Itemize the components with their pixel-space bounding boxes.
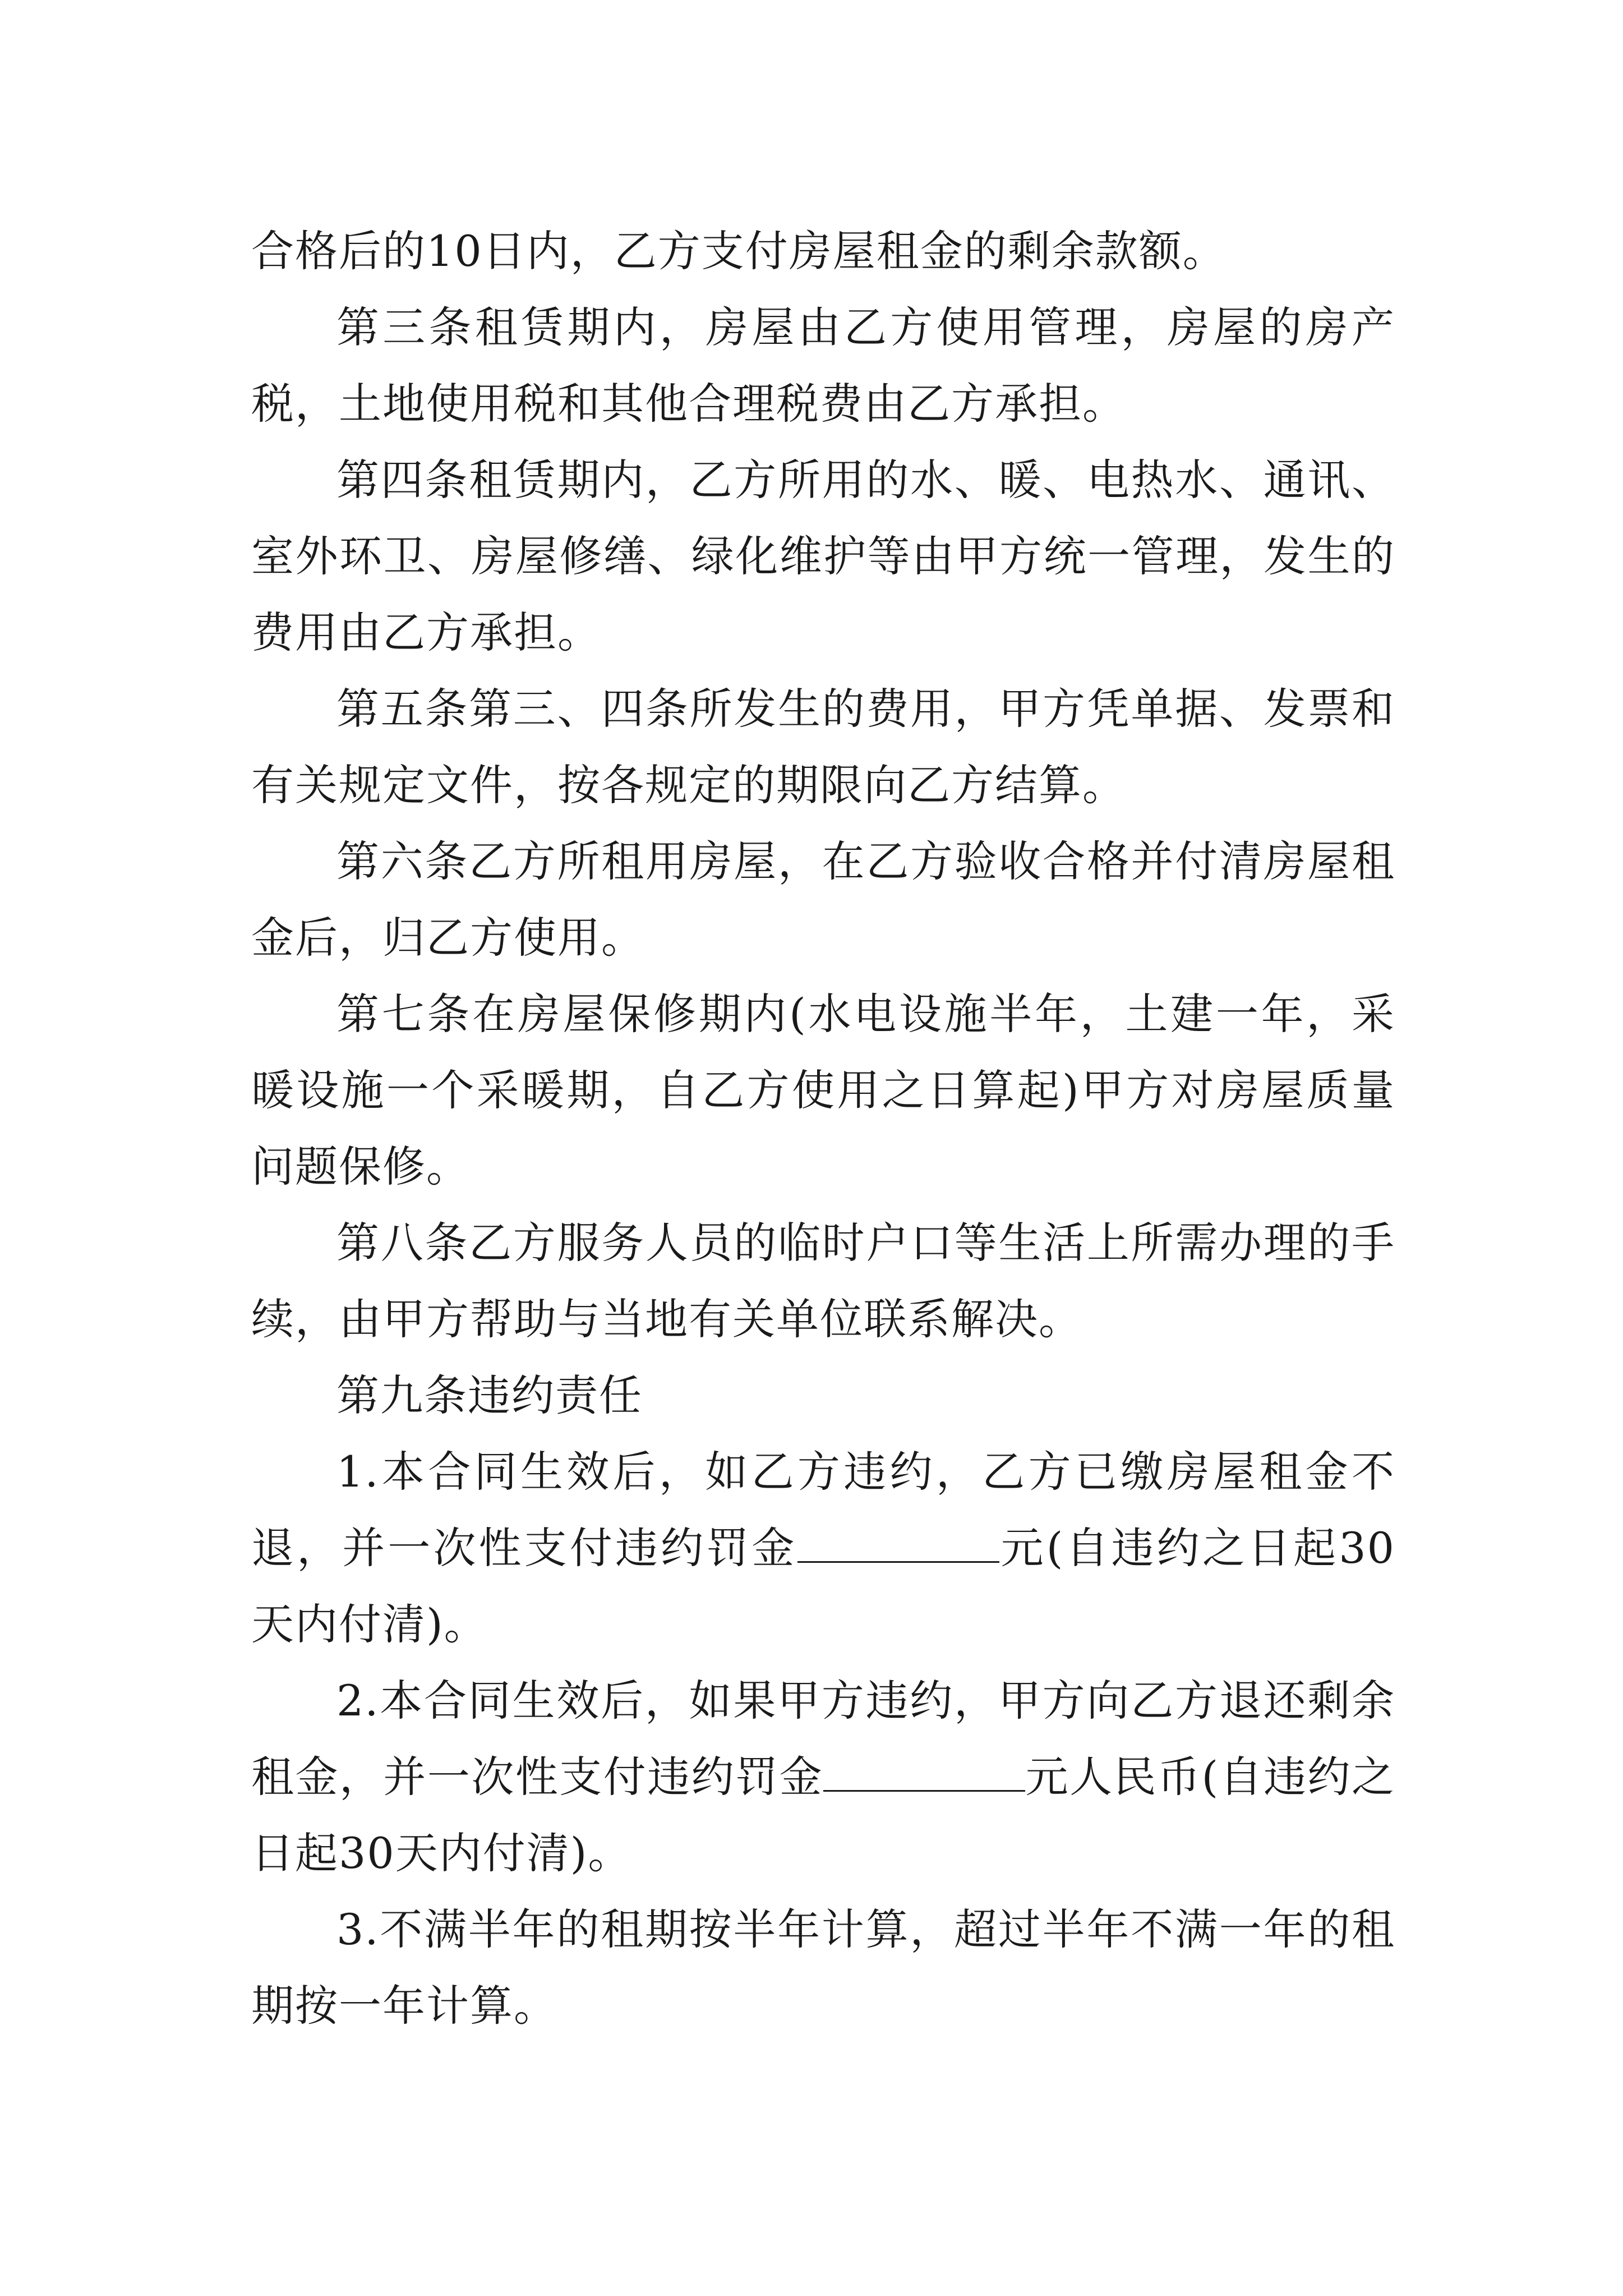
paragraph-article-7: 第七条在房屋保修期内(水电设施半年，土建一年，采暖设施一个采暖期，自乙方使用之日算起)甲方对房屋质量问题保修。 xyxy=(251,989,1395,1191)
penalty-blank-2 xyxy=(823,1754,1025,1792)
clause-2-text-before: 2.本合同生效后，如果甲方违约，甲方向乙方退还剩余租金，并一次性支付违约罚金 xyxy=(251,1676,1395,1802)
paragraph-article-6: 第六条乙方所租用房屋，在乙方验收合格并付清房屋租金后，归乙方使用。 xyxy=(251,836,1395,963)
document-page xyxy=(251,213,1395,2044)
paragraph-article-3: 第三条租赁期内，房屋由乙方使用管理，房屋的房产税，土地使用税和其他合理税费由乙方承担。 xyxy=(251,302,1395,429)
paragraph-clause-3: 3.不满半年的租期按半年计算，超过半年不满一年的租期按一年计算。 xyxy=(251,1904,1395,2031)
paragraph-article-8: 第八条乙方服务人员的临时户口等生活上所需办理的手续，由甲方帮助与当地有关单位联系解决。 xyxy=(251,1218,1395,1344)
paragraph-article-4: 第四条租赁期内，乙方所用的水、暖、电热水、通讯、室外环卫、房屋修缮、绿化维护等由甲方统一管理，发生的费用由乙方承担。 xyxy=(251,455,1395,657)
paragraph-clause-2 xyxy=(251,1663,1395,1892)
paragraph-article-9-heading: 第九条违约责任 xyxy=(336,1370,643,1420)
paragraph-article-5: 第五条第三、四条所发生的费用，甲方凭单据、发票和有关规定文件，按各规定的期限向乙方结算。 xyxy=(251,684,1395,810)
clause-2-text-after: 元人民币(自违约之日起30天内付清)。 xyxy=(251,1752,1396,1878)
paragraph-clause-1 xyxy=(251,1434,1395,1663)
clause-1-text-before: 1.本合同生效后，如乙方违约，乙方已缴房屋租金不退，并一次性支付违约罚金 xyxy=(251,1447,1395,1573)
paragraph-payment-balance: 合格后的10日内，乙方支付房屋租金的剩余款额。 xyxy=(251,226,1227,276)
penalty-blank-1 xyxy=(797,1525,999,1563)
clause-1-text-after: 元(自违约之日起30天内付清)。 xyxy=(251,1523,1396,1649)
